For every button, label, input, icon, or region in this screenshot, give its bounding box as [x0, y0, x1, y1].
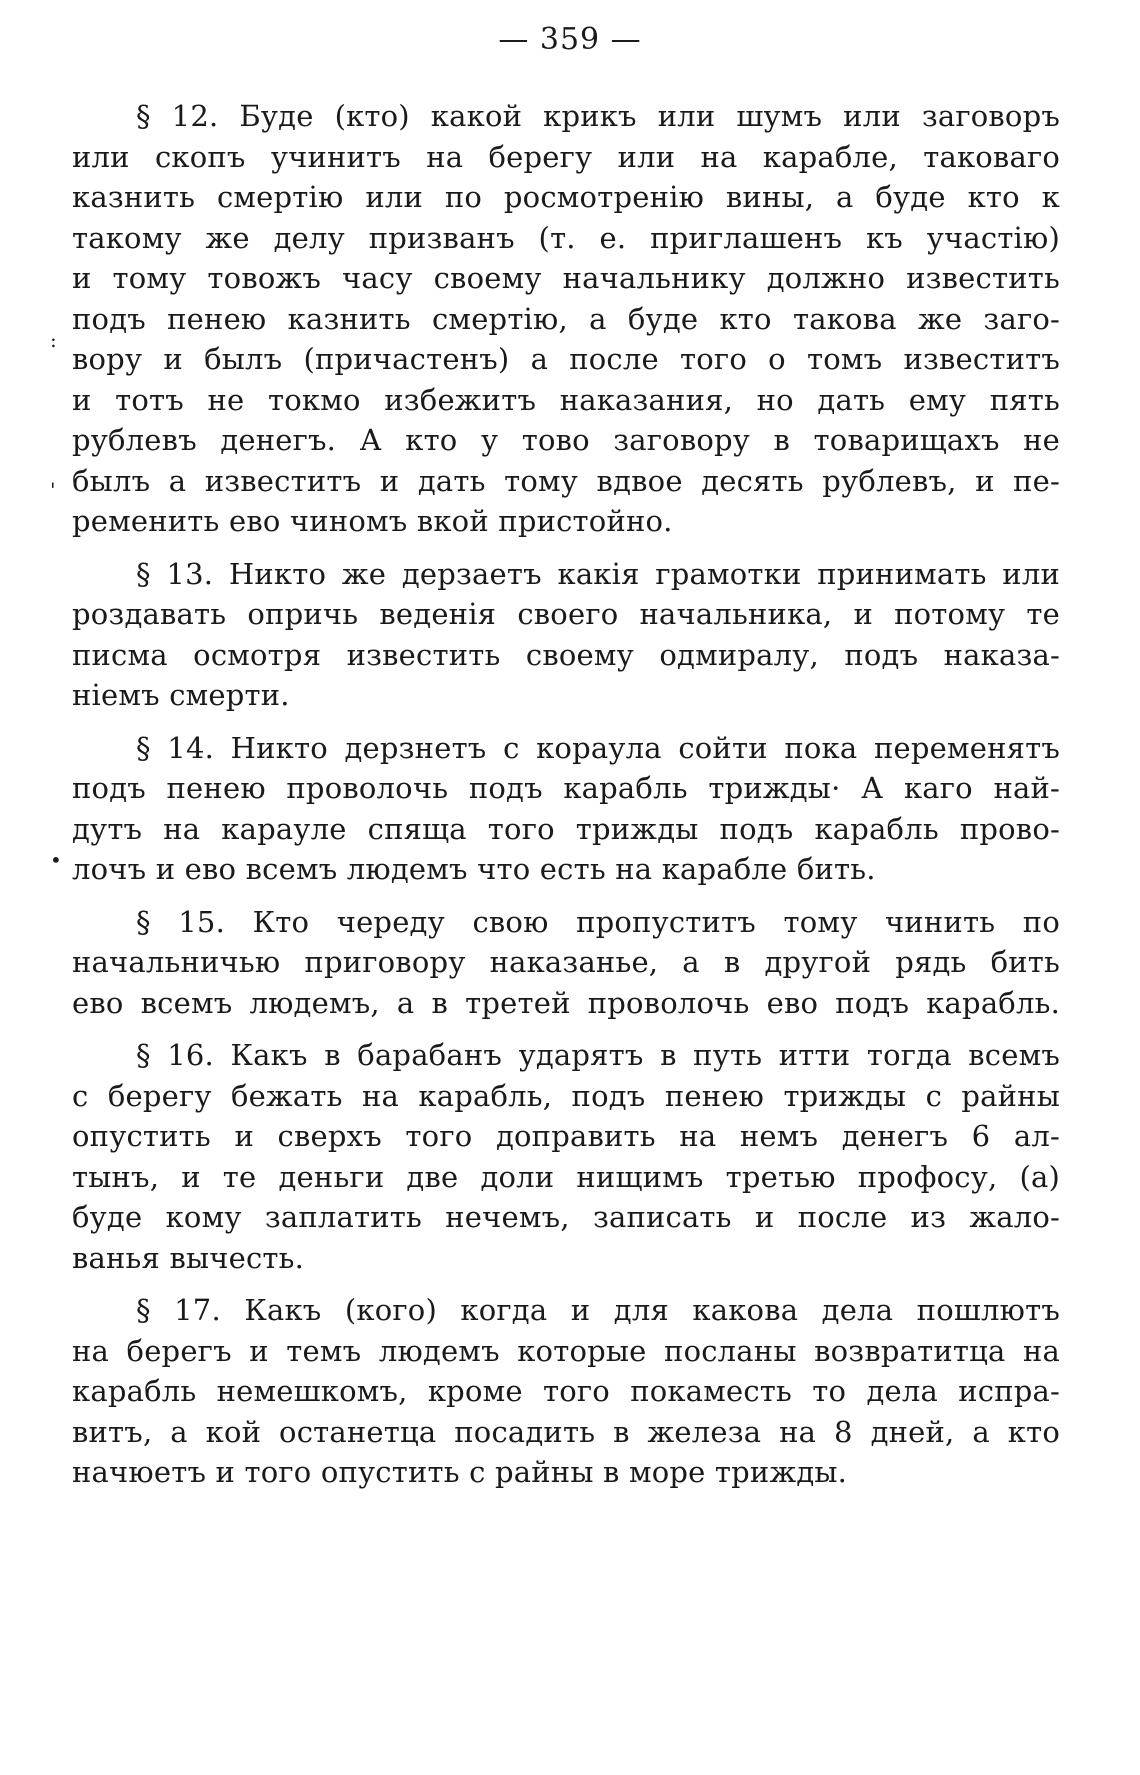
text-line: ніемъ смерти.	[72, 678, 290, 712]
text-line: такому же делу призванъ (т. е. приглашенъ къ участію)	[72, 220, 1060, 255]
text-line: ево всемъ людемъ, а в третей проволочь ево подъ карабль.	[72, 985, 1060, 1020]
text-line: § 17. Какъ (кого) когда и для какова дела пошлютъ	[136, 1293, 1060, 1327]
text-line: и тотъ не токмо избежитъ наказания, но дать ему пять	[72, 382, 1060, 417]
text-line: тынъ, и те деньги две доли нищимъ третью профосу, (а)	[72, 1159, 1060, 1194]
section-13	[72, 554, 1060, 716]
text-line: на берегъ и темъ людемъ которые посланы возвратитца на	[72, 1333, 1060, 1368]
text-line: начальничью приговору наказанье, а в другой рядь бить	[72, 945, 1060, 979]
text-line: подъ пенею проволочь подъ карабль трижды· А каго най-	[72, 771, 1060, 805]
text-line: и тому товожъ часу своему начальнику должно известить	[72, 261, 1060, 295]
text-line: § 16. Какъ в барабанъ ударятъ в путь итти тогда всемъ	[136, 1038, 1060, 1072]
text-line: с берегу бежать на карабль, подъ пенею трижды с райны	[72, 1078, 1060, 1113]
text-line: § 15. Кто череду свою пропуститъ тому чинить по	[136, 904, 1060, 939]
text-line: рублевъ денегъ. А кто у тово заговору в товарищахъ не	[72, 423, 1060, 457]
text-line: витъ, а кой останетца посадить в железа на 8 дней, а кто	[72, 1414, 1060, 1449]
text-line: опустить и сверхъ того доправить на немъ денегъ 6 ал-	[72, 1119, 1060, 1153]
text-line: писма осмотря известить своему одмиралу, подъ наказа-	[72, 637, 1060, 672]
text-line: § 13. Никто же дерзаетъ какія грамотки принимать или	[136, 556, 1060, 591]
section-16	[72, 1035, 1060, 1278]
text-line: ванья вычесть.	[72, 1240, 305, 1275]
text-line: подъ пенею казнить смертію, а буде кто такова же заго-	[72, 301, 1060, 336]
margin-mark: :	[50, 328, 57, 352]
section-12	[72, 96, 1060, 542]
text-line: лочъ и ево всемъ людемъ что есть на карабле бить.	[72, 852, 876, 886]
text-line: начюетъ и того опустить с райны в море трижды.	[72, 1455, 848, 1489]
text-line: роздавать опричь веденія своего начальника, и потому те	[72, 597, 1060, 631]
section-15	[72, 902, 1060, 1024]
text-line: буде кому заплатить нечемъ, записать и после из жало-	[72, 1200, 1060, 1234]
text-line: § 14. Никто дерзнетъ с кораула сойти пока переменятъ	[136, 730, 1060, 765]
section-14	[72, 728, 1060, 890]
margin-mark: '	[50, 478, 56, 502]
section-17	[72, 1290, 1060, 1493]
text-line: дутъ на карауле спяща того трижды подъ карабль прово-	[72, 811, 1060, 846]
text-line: или скопъ учинитъ на берегу или на карабле, таковаго	[72, 139, 1060, 174]
page-number: — 359 —	[498, 22, 642, 57]
text-line: вору и былъ (причастенъ) а после того о томъ известитъ	[72, 342, 1060, 376]
margin-mark: •	[50, 848, 62, 872]
text-line: карабль немешкомъ, кроме того покаместь то дела испра-	[72, 1374, 1060, 1408]
text-line: казнить смертію или по росмотренію вины, а буде кто к	[72, 180, 1060, 214]
body-text	[72, 96, 1060, 1505]
text-line: былъ а известитъ и дать тому вдвое десять рублевъ, и пе-	[72, 463, 1060, 498]
text-line: § 12. Буде (кто) какой крикъ или шумъ или заговоръ	[136, 99, 1060, 133]
text-line: ременить ево чиномъ вкой пристойно.	[72, 504, 673, 538]
